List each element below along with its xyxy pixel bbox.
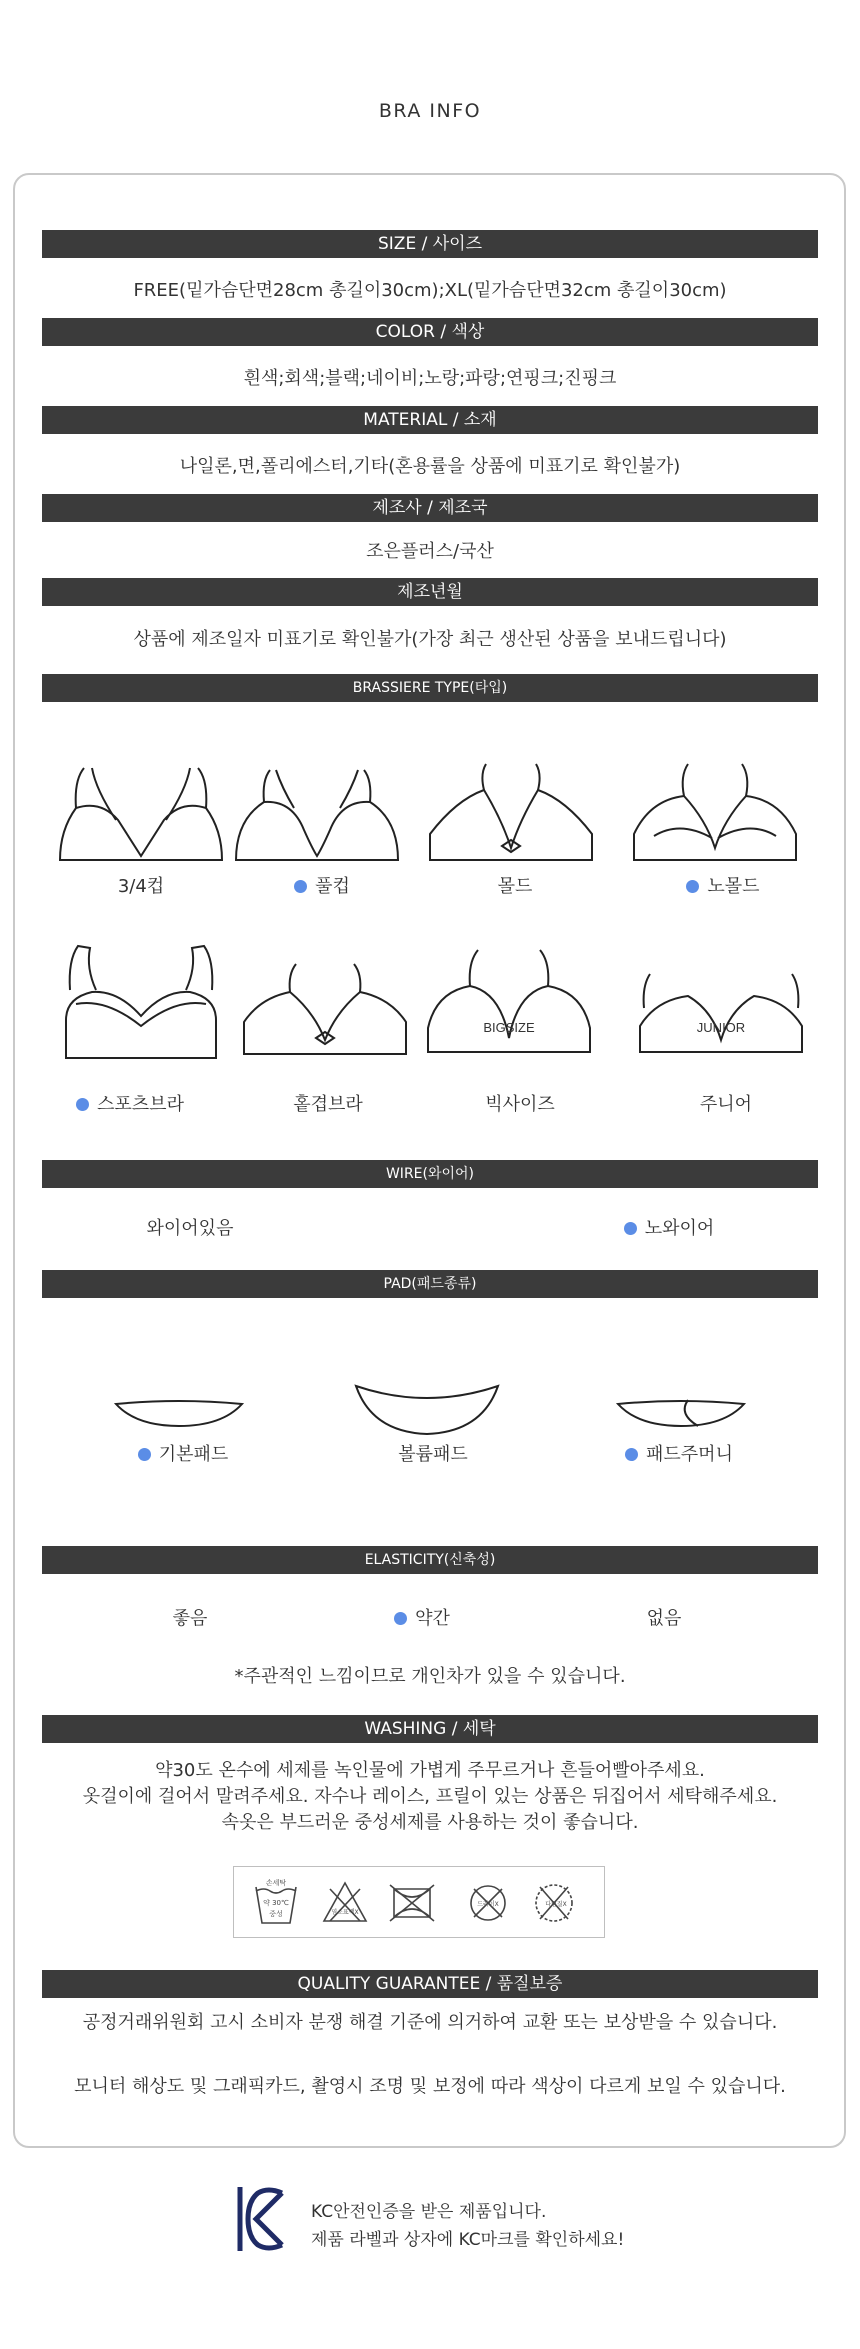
- type-selected-dot: [76, 1098, 89, 1111]
- elasticity-option-none: 없음: [646, 1608, 682, 1629]
- svg-text:염소표백X: 염소표백X: [331, 1909, 359, 1916]
- svg-text:약 30℃: 약 30℃: [263, 1899, 289, 1907]
- kc-notice: [311, 2198, 624, 2254]
- washing-line-3: 속옷은 부드러운 중성세제를 사용하는 것이 좋습니다.: [221, 1812, 639, 1833]
- date-text: 상품에 제조일자 미표기로 확인불가(가장 최근 생산된 상품을 보내드립니다): [133, 629, 727, 650]
- svg-text:BIGSIZE: BIGSIZE: [483, 1020, 535, 1035]
- color-text: 흰색;회색;블랙;네이비;노랑;파랑;연핑크;진핑크: [243, 368, 617, 389]
- pad-volume-figure: [352, 1380, 502, 1438]
- size-text: FREE(밑가슴단면28cm 총길이30cm);XL(밑가슴단면32cm 총길이30cm): [133, 280, 727, 301]
- pad-pocket-figure: [614, 1396, 748, 1430]
- svg-text:드라이X: 드라이X: [477, 1901, 499, 1908]
- pad-selected-dot: [138, 1448, 151, 1461]
- bra-bigsize-figure: [424, 948, 594, 1062]
- type-selected-dot: [686, 880, 699, 893]
- type-label-junior: 주니어: [699, 1094, 753, 1115]
- elasticity-option-good: 좋음: [172, 1608, 208, 1629]
- elasticity-heading: ELASTICITY(신축성): [42, 1546, 818, 1574]
- maker-heading: 제조사 / 제조국: [42, 494, 818, 522]
- type-label-sports: 스포츠브라: [60, 1090, 200, 1116]
- pad-selected-dot: [625, 1448, 638, 1461]
- elasticity-selected-dot: [394, 1612, 407, 1625]
- material-text: 나일론,면,폴리에스터,기타(혼용률을 상품에 미표기로 확인불가): [179, 456, 681, 477]
- type-heading: BRASSIERE TYPE(타입): [42, 674, 818, 702]
- kc-logo: [234, 2183, 286, 2259]
- wire-heading: WIRE(와이어): [42, 1160, 818, 1188]
- svg-text:KC: KC: [234, 2183, 236, 2184]
- svg-text:다림질X: 다림질X: [545, 1901, 567, 1908]
- date-heading: 제조년월: [42, 578, 818, 606]
- type-label-bigsize: 빅사이즈: [485, 1094, 555, 1115]
- pad-option-pocket: 패드주머니: [604, 1440, 754, 1466]
- type-label-fullcup: 풀컵: [272, 872, 372, 898]
- bra-mold-figure: [426, 760, 596, 870]
- pad-option-volume: 볼륨패드: [398, 1444, 468, 1465]
- wire-selected-dot: [624, 1222, 637, 1235]
- no-iron-icon: [536, 1885, 572, 1921]
- no-dry-clean-icon: [471, 1886, 505, 1920]
- type-label-nomold: 노몰드: [668, 872, 778, 898]
- type-selected-dot: [294, 880, 307, 893]
- bra-single-layer-figure: [240, 962, 410, 1062]
- svg-text:중성: 중성: [269, 1910, 283, 1918]
- no-tumble-dry-icon: [390, 1885, 434, 1921]
- svg-text:손세탁: 손세탁: [265, 1879, 287, 1887]
- type-label-single-layer: 홑겹브라: [293, 1094, 363, 1115]
- size-heading: SIZE / 사이즈: [42, 230, 818, 258]
- pad-option-basic: 기본패드: [118, 1440, 248, 1466]
- washing-heading: WASHING / 세탁: [42, 1715, 818, 1743]
- kc-line-2: 제품 라벨과 상자에 KC마크를 확인하세요!: [311, 2230, 625, 2250]
- washing-line-2: 옷걸이에 걸어서 말려주세요. 자수나 레이스, 프릴이 있는 상품은 뒤집어서 세탁해주세요.: [82, 1786, 778, 1807]
- bra-34cup-figure: [56, 760, 226, 870]
- quality-line-1: 공정거래위원회 고시 소비자 분쟁 해결 기준에 의거하여 교환 또는 보상받을 수 있습니다.: [82, 2012, 778, 2033]
- bra-sports-figure: [56, 942, 226, 1062]
- color-heading: COLOR / 색상: [42, 318, 818, 346]
- quality-line-2: 모니터 해상도 및 그래픽카드, 촬영시 조명 및 보정에 따라 색상이 다르게 보일 수 있습니다.: [74, 2076, 786, 2097]
- material-heading: MATERIAL / 소재: [42, 406, 818, 434]
- type-label-34cup: 3/4컵: [117, 876, 165, 897]
- pad-basic-figure: [112, 1396, 246, 1430]
- page-title: BRA INFO: [378, 100, 482, 122]
- hand-wash-icon: [256, 1878, 296, 1923]
- elasticity-note: *주관적인 느낌이므로 개인차가 있을 수 있습니다.: [234, 1666, 626, 1687]
- quality-heading: QUALITY GUARANTEE / 품질보증: [42, 1970, 818, 1998]
- wire-option-yes: 와이어있음: [146, 1218, 234, 1239]
- bra-fullcup-figure: [232, 760, 402, 870]
- bra-junior-figure: [636, 966, 806, 1062]
- wire-option-no: 노와이어: [604, 1214, 734, 1240]
- pad-heading: PAD(패드종류): [42, 1270, 818, 1298]
- svg-text:JUNIOR: JUNIOR: [696, 1020, 746, 1035]
- bra-nomold-figure: [630, 760, 800, 870]
- no-bleach-icon: [324, 1883, 366, 1921]
- maker-text: 조은플러스/국산: [366, 541, 494, 562]
- type-label-mold: 몰드: [497, 876, 533, 897]
- washing-icons-box: [233, 1866, 605, 1938]
- washing-line-1: 약30도 온수에 세제를 녹인물에 가볍게 주무르거나 흔들어빨아주세요.: [155, 1760, 705, 1781]
- kc-line-1: KC안전인증을 받은 제품입니다.: [311, 2202, 547, 2222]
- elasticity-option-slight: 약간: [372, 1604, 472, 1630]
